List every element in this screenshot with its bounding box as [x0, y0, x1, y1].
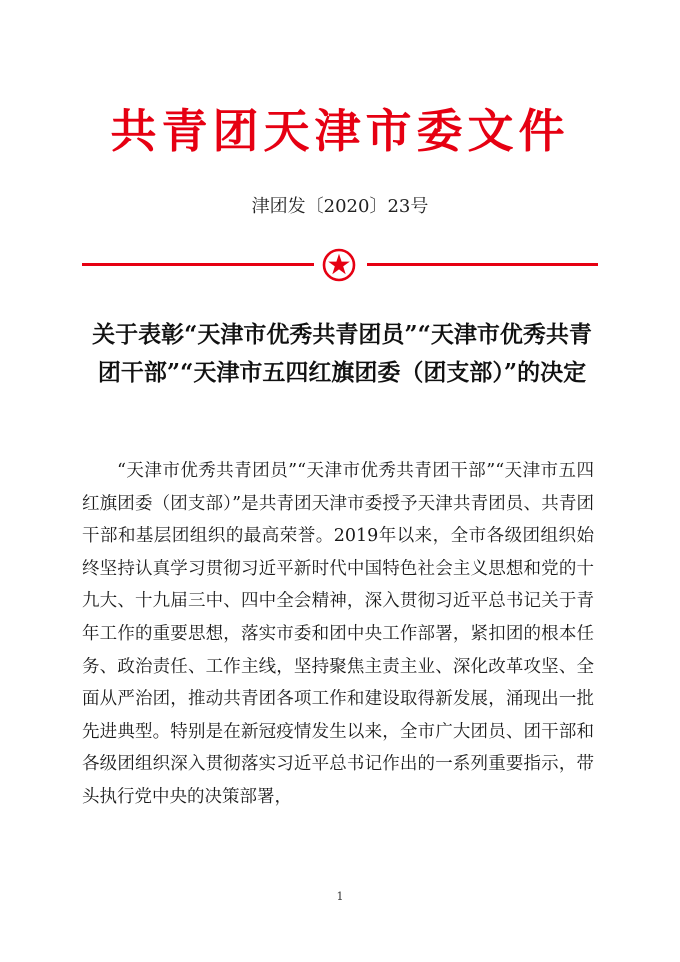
body-paragraph: “天津市优秀共青团员”“天津市优秀共青团干部”“天津市五四红旗团委（团支部）”是共青团天津市委授予天津共青团员、共青团干部和基层团组织的最高荣誉。2019年以来，全市各级团组织始终坚持认真学习贯彻习近平新时代中国特色社会主义思想和党的十九大、十九届三中、四中全会精神，深入贯彻习近平总书记关于青年工作的重要思想，落实市委和团中央工作部署，紧扣团的根本任务、政治责任、工作主线，坚持聚焦主责主业、深化改革攻坚、全面从严治团，推动共青团各项工作和建设取得新发展，涌现出一批先进典型。特别是在新冠疫情发生以来，全市广大团员、团干部和各级团组织深入贯彻落实习近平总书记作出的一系列重要指示，带头执行党中央的决策部署，: [82, 461, 594, 807]
page-number: 1: [336, 890, 344, 903]
red-divider-right: [367, 263, 598, 266]
document-header-title: 共青团天津市委文件: [110, 104, 570, 158]
document-title: 关于表彰“天津市优秀共青团员”“天津市优秀共青团干部”“天津市五四红旗团委（团支部）”的决定: [92, 321, 592, 386]
star-in-circle-icon: [322, 248, 356, 282]
red-divider-left: [82, 263, 314, 266]
document-number: 津团发〔2020〕23号: [251, 196, 429, 217]
emblem-star: [328, 254, 350, 274]
